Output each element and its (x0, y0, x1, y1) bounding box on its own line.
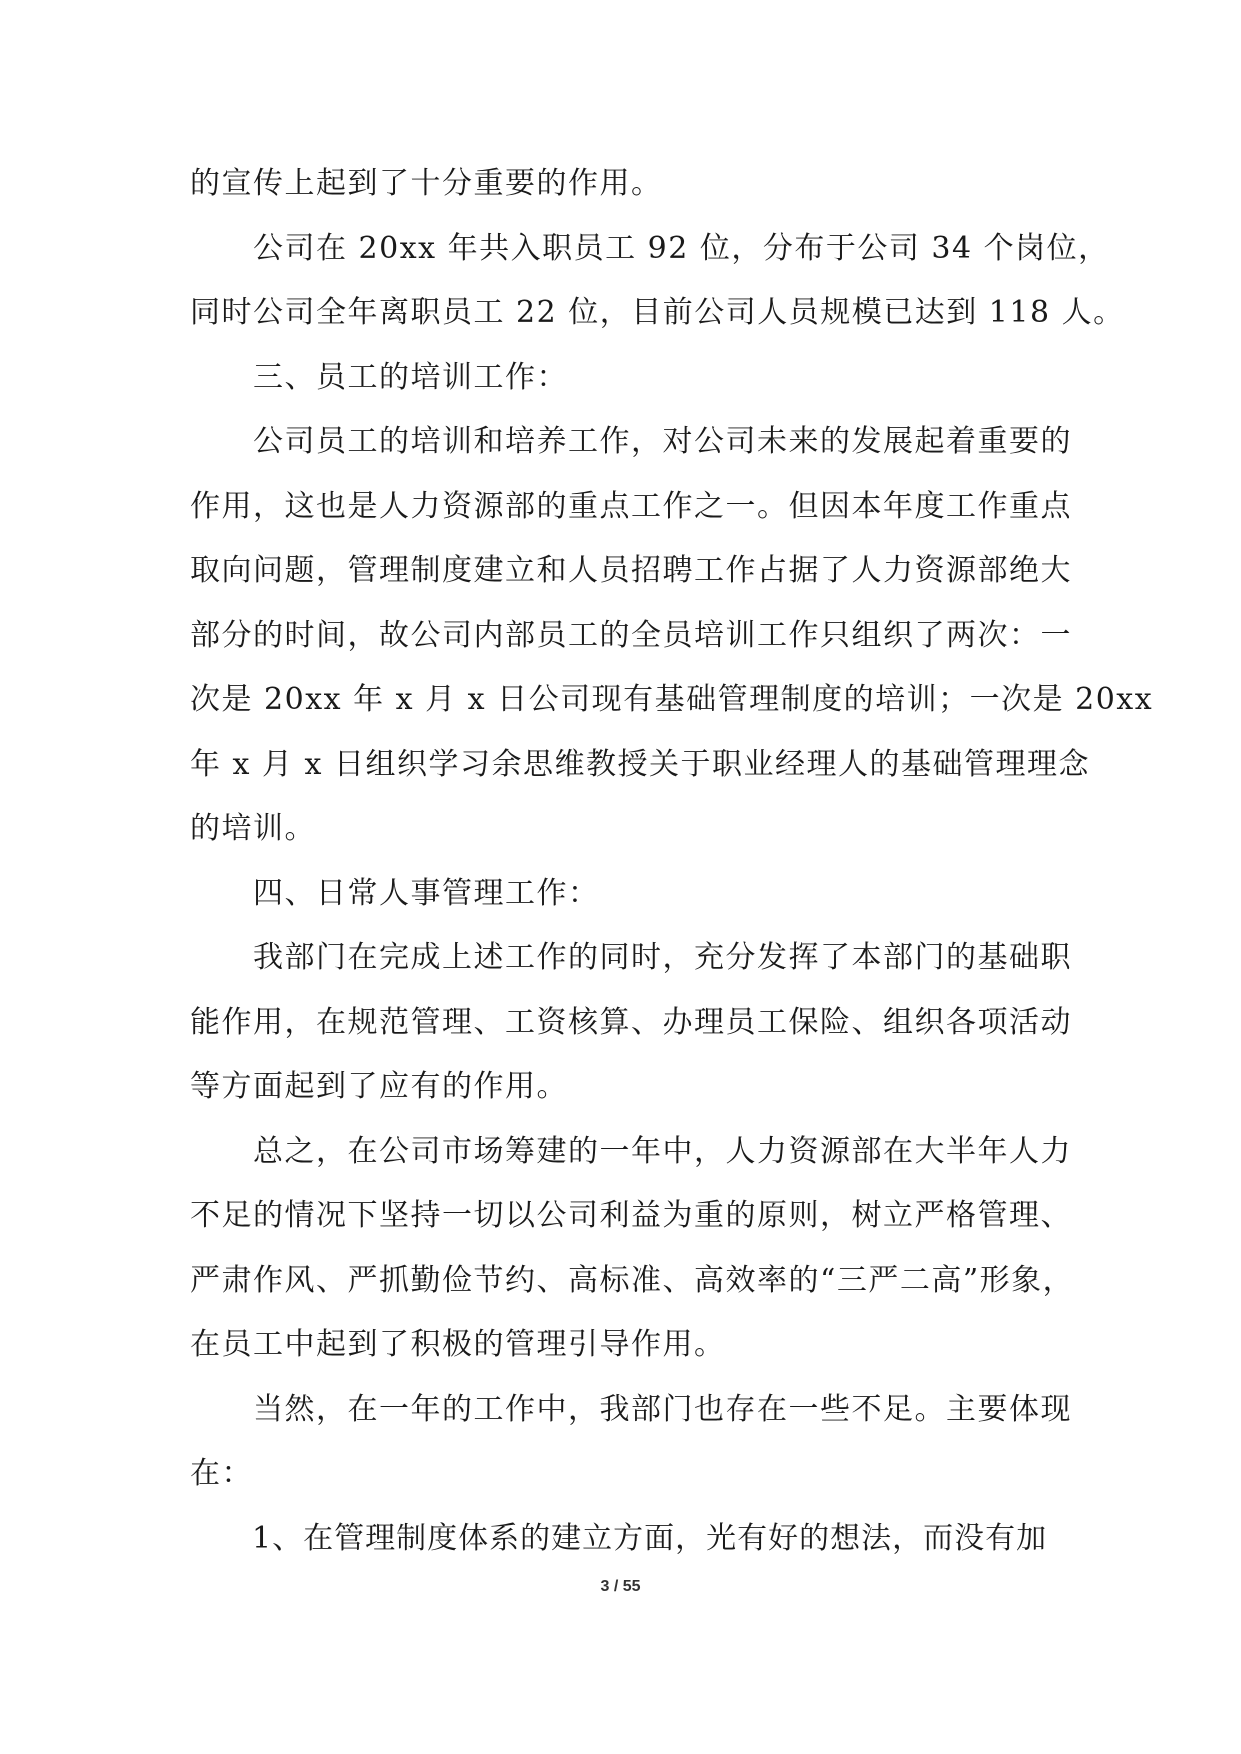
text-line: 能作用，在规范管理、工资核算、办理员工保险、组织各项活动 (190, 1004, 1072, 1040)
page-number: 3 / 55 (600, 1578, 641, 1595)
text-line: 公司员工的培训和培养工作，对公司未来的发展起着重要的 (190, 424, 1072, 459)
text-line: 部分的时间，故公司内部员工的全员培训工作只组织了两次：一 (190, 617, 1072, 653)
text-line: 的宣传上起到了十分重要的作用。 (190, 166, 663, 201)
text-line: 的培训。 (190, 811, 316, 846)
text-line: 同时公司全年离职员工 22 位，目前公司人员规模已达到 118 人。 (190, 295, 1125, 330)
section-heading: 四、日常人事管理工作： (190, 875, 600, 911)
text-line: 公司在 20xx 年共入职员工 92 位，分布于公司 34 个岗位， (190, 230, 1110, 266)
text-line: 年 x 月 x 日组织学习余思维教授关于职业经理人的基础管理理念 (190, 746, 1090, 782)
text-line: 总之，在公司市场筹建的一年中，人力资源部在大半年人力 (190, 1133, 1072, 1169)
text-line: 在： (190, 1456, 253, 1491)
text-line: 我部门在完成上述工作的同时，充分发挥了本部门的基础职 (190, 940, 1072, 975)
body-text (190, 152, 1154, 1571)
text-line: 严肃作风、严抓勤俭节约、高标准、高效率的“三严二高”形象， (190, 1262, 1075, 1298)
text-line: 取向问题，管理制度建立和人员招聘工作占据了人力资源部绝大 (190, 553, 1072, 588)
section-heading: 三、员工的培训工作： (190, 359, 568, 395)
text-line: 在员工中起到了积极的管理引导作用。 (190, 1327, 726, 1362)
text-line: 作用，这也是人力资源部的重点工作之一。但因本年度工作重点 (190, 488, 1072, 524)
text-line: 等方面起到了应有的作用。 (190, 1069, 568, 1104)
text-line: 次是 20xx 年 x 月 x 日公司现有基础管理制度的培训；一次是 20xx (190, 682, 1154, 717)
text-line: 当然，在一年的工作中，我部门也存在一些不足。主要体现 (190, 1391, 1072, 1427)
text-line: 不足的情况下坚持一切以公司利益为重的原则，树立严格管理、 (190, 1198, 1072, 1233)
text-line: 1、在管理制度体系的建立方面，光有好的想法，而没有加 (190, 1520, 1048, 1556)
